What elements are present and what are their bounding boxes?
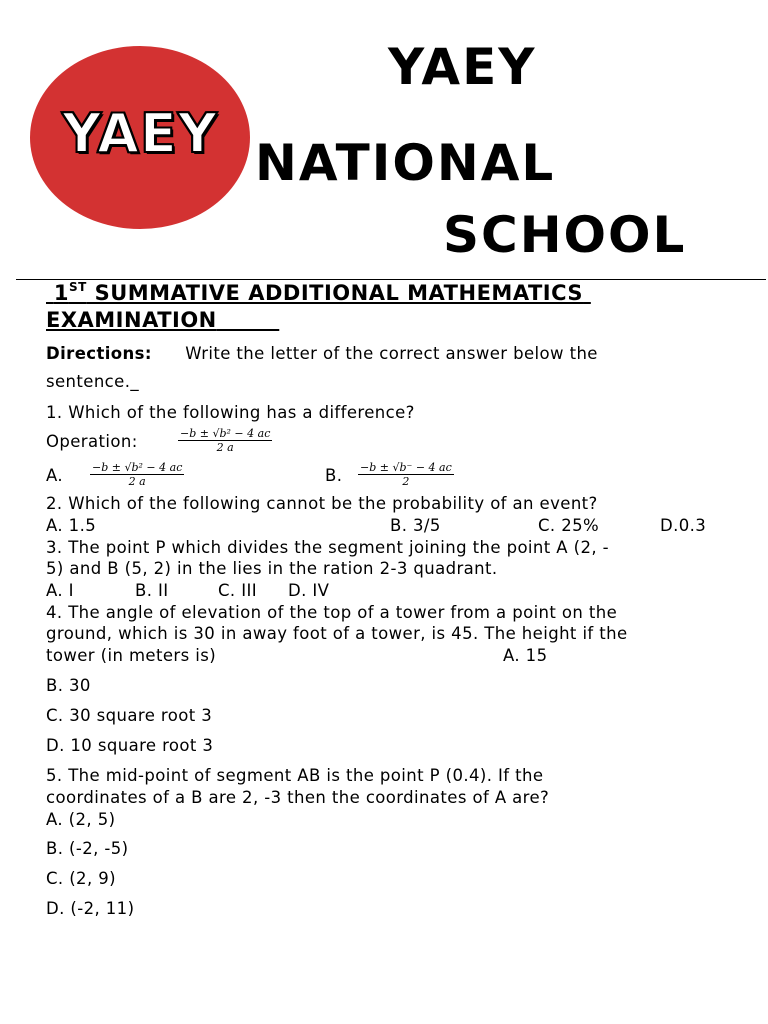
- q3-option-d: D. IV: [288, 581, 330, 600]
- question-4-line-2: ground, which is 30 in away foot of a tower, is 45. The height if the: [46, 624, 628, 643]
- q1-operation-numerator: −b ± √b² − 4 ac: [180, 427, 271, 440]
- title-line-2-text: EXAMINATION: [46, 308, 217, 332]
- q1-b-numerator: −b ± √b⁻ − 4 ac: [360, 461, 452, 474]
- question-4-line-3: tower (in meters is): [46, 646, 217, 665]
- q3-option-c: C. III: [218, 581, 258, 600]
- q5-option-b: B. (-2, -5): [46, 839, 129, 858]
- q3-option-a: A. I: [46, 581, 74, 600]
- school-logo: [30, 46, 250, 229]
- q4-option-c: C. 30 square root 3: [46, 706, 213, 725]
- title-ordinal: 1: [53, 281, 69, 305]
- question-3-line-1: 3. The point P which divides the segment joining the point A (2, -: [46, 538, 610, 557]
- q5-option-d: D. (-2, 11): [46, 899, 135, 918]
- q1-a-denominator: 2 a: [128, 475, 146, 488]
- title-rest: SUMMATIVE ADDITIONAL MATHEMATICS: [86, 281, 584, 305]
- title-ordinal-suffix: ST: [68, 280, 87, 294]
- q1-operation-denominator: 2 a: [216, 441, 234, 454]
- logo-text: YAEY: [62, 102, 218, 165]
- question-2: 2. Which of the following cannot be the probability of an event?: [46, 494, 598, 513]
- q5-option-c: C. (2, 9): [46, 869, 116, 888]
- q4-option-b: B. 30: [46, 676, 91, 695]
- q2-option-b: B. 3/5: [390, 516, 441, 535]
- q1-option-a-formula: [90, 461, 184, 488]
- question-5-line-2: coordinates of a B are 2, -3 then the coordinates of A are?: [46, 788, 550, 807]
- directions-label: Directions:: [46, 344, 152, 363]
- q2-option-a: A. 1.5: [46, 516, 97, 535]
- header-line-1: YAEY: [388, 38, 537, 96]
- q2-option-c: C. 25%: [538, 516, 600, 535]
- directions: [46, 344, 598, 363]
- exam-title-line-2: [46, 308, 279, 332]
- directions-line-2: sentence._: [46, 372, 140, 391]
- q4-option-a: A. 15: [503, 646, 548, 665]
- question-4-line-1: 4. The angle of elevation of the top of a tower from a point on the: [46, 603, 618, 622]
- q5-option-a: A. (2, 5): [46, 810, 116, 829]
- q2-option-d: D.0.3: [660, 516, 707, 535]
- q1-a-numerator: −b ± √b² − 4 ac: [92, 461, 183, 474]
- header-line-2: NATIONAL: [255, 134, 556, 192]
- q3-option-b: B. II: [135, 581, 169, 600]
- question-1: 1. Which of the following has a difference?: [46, 403, 415, 422]
- q1-operation-formula: [178, 427, 272, 454]
- q1-b-denominator: 2: [402, 475, 410, 488]
- q1-option-b-label: B.: [325, 466, 343, 485]
- q1-option-b-formula: [358, 461, 454, 488]
- header-line-3: SCHOOL: [443, 206, 687, 264]
- q1-operation-label: Operation:: [46, 432, 138, 451]
- q1-option-a-label: A.: [46, 466, 64, 485]
- q4-option-d: D. 10 square root 3: [46, 736, 214, 755]
- exam-title: [46, 280, 591, 305]
- question-5-line-1: 5. The mid-point of segment AB is the point P (0.4). If the: [46, 766, 544, 785]
- question-3-line-2: 5) and B (5, 2) in the lies in the ration 2-3 quadrant.: [46, 559, 498, 578]
- directions-text: Write the letter of the correct answer below the: [185, 344, 598, 363]
